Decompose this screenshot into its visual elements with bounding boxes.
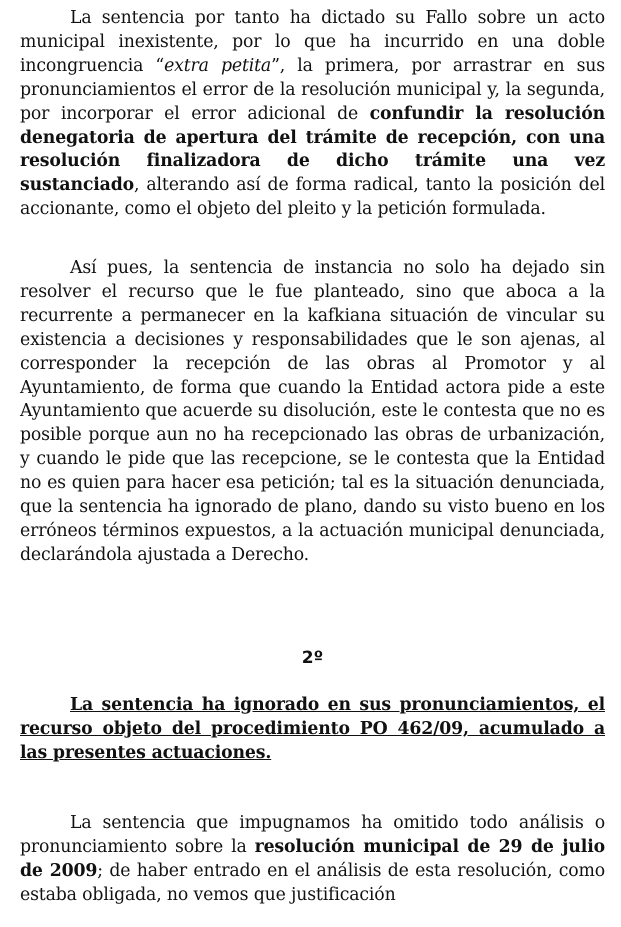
paragraph-omision [20, 812, 605, 908]
p3-text-a: La sentencia que impugnamos ha omitido todo análisis o pronunciamiento sobre la [20, 813, 605, 857]
section-heading: La sentencia ha ignorado en sus pronunciamientos, el recurso objeto del procedimiento PO 462/09, acumulado a las presentes actuaciones. [20, 695, 605, 763]
p1-text-c: , alterando así de forma radical, tanto la posición del accionante, como el objeto del pleito y la petición formulada. [20, 175, 605, 220]
paragraph-kafkiana: Así pues, la sentencia de instancia no solo ha dejado sin resolver el recurso que le fue planteado, sino que aboca a la recurrente a permanecer en la kafkiana situación de vincular su existencia a decisiones y responsabilidades que le son ajenas, al corresponder la recepción de las obras al Promotor y al Ayuntamiento, de forma que cuando la Entidad actora pide a este Ayuntamiento que acuerde su disolución, este le contesta que no es posible porque aun no ha recepcionado las obras de urbanización, y cuando le pide que las recepcione, se le contesta que la Entidad no es quien para hacer esa petición; tal es la situación denunciada, que la sentencia ha ignorado de plano, dando su visto bueno en los erróneos términos expuestos, a la actuación municipal denunciada, declarándola ajustada a Derecho. [20, 258, 605, 565]
p1-text-b: ”, la primera, por arrastrar en sus pronunciamientos el error de la resolución municipal y, la segunda, por incorporar el error adicional de [20, 55, 605, 124]
paragraph-incongruencia [20, 7, 605, 222]
section-number: 2º [301, 648, 324, 668]
p3-bold-resolution: resolución municipal de 29 de julio de 2009 [20, 836, 605, 881]
p1-bold-emphasis: confundir la resolución denegatoria de apertura del trámite de recepción, con una resolución finalizadora de dicho trámite una vez sustanciado [20, 103, 605, 196]
p3-text-b: ; de haber entrado en el análisis de esta resolución, como estaba obligada, no vemos que justificación [20, 860, 605, 905]
p1-text-a: La sentencia por tanto ha dictado su Fallo sobre un acto municipal inexistente, por lo que ha incurrido en una doble incongruencia “ [20, 8, 605, 76]
p1-italic-term: extra petita [164, 55, 272, 76]
